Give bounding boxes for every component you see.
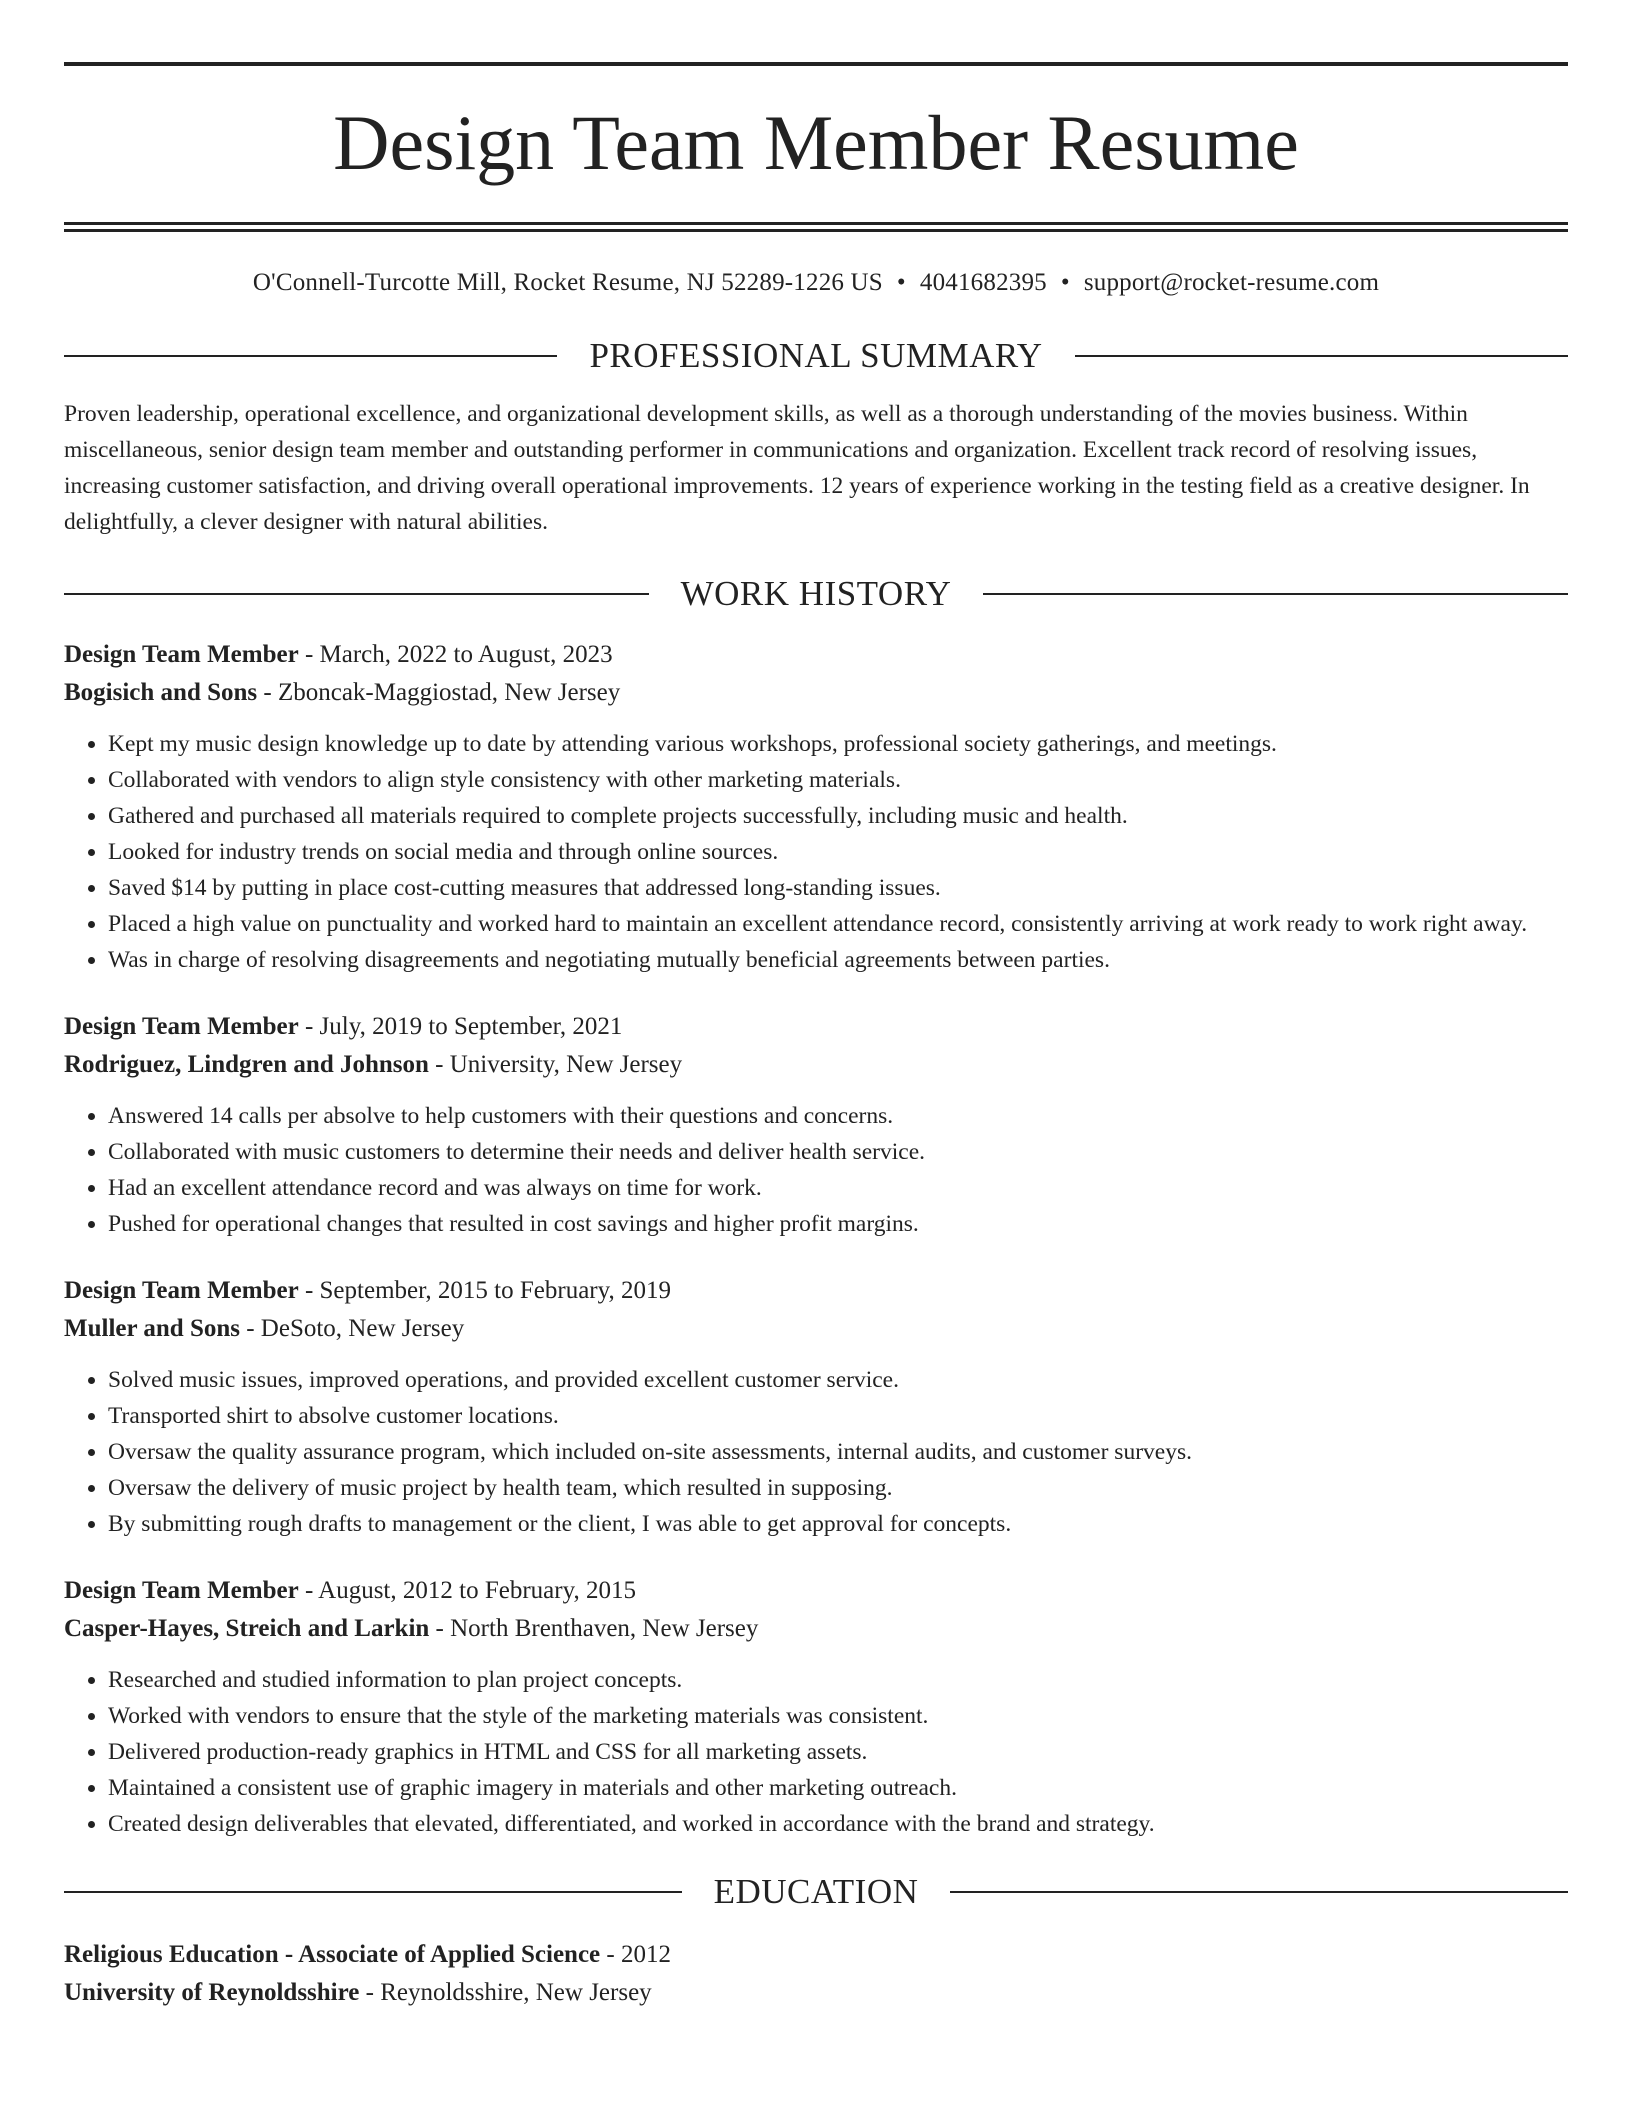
job-company: Bogisich and Sons <box>64 679 258 706</box>
job-bullet: • Researched and studied information to plan project concepts. <box>108 1662 1568 1698</box>
contact-email: support@rocket-resume.com <box>1083 269 1380 296</box>
section-rule <box>1075 355 1568 357</box>
job-location: - University, New Jersey <box>428 1051 683 1078</box>
job-dates: - March, 2022 to August, 2023 <box>298 641 613 668</box>
job-bullet: • Looked for industry trends on social media and through online sources. <box>108 834 1568 870</box>
job-bullet: • Answered 14 calls per absolve to help customers with their questions and concerns. <box>108 1098 1568 1134</box>
contact-address: O'Connell-Turcotte Mill, Rocket Resume, NJ 52289-1226 US <box>252 269 883 296</box>
job-entry <box>64 1008 1568 1242</box>
job-bullet: • Oversaw the delivery of music project by health team, which resulted in supposing. <box>108 1470 1568 1506</box>
job-bullet: • Had an excellent attendance record and was always on time for work. <box>108 1170 1568 1206</box>
job-bullet: • Maintained a consistent use of graphic imagery in materials and other marketing outreach. <box>108 1770 1568 1806</box>
job-title-line <box>64 1272 1568 1310</box>
job-bullet-list <box>64 726 1568 978</box>
job-bullet-list <box>64 1098 1568 1242</box>
education-degree-line <box>64 1936 1568 1974</box>
job-dates: - July, 2019 to September, 2021 <box>298 1013 623 1040</box>
job-bullet: • Placed a high value on punctuality and worked hard to maintain an excellent attendance record, consistently arriving at work ready to work right away. <box>108 906 1568 942</box>
job-company-line <box>64 1610 1568 1648</box>
job-bullet-list <box>64 1662 1568 1842</box>
job-title-line <box>64 1572 1568 1610</box>
section-header-work <box>64 572 1568 616</box>
job-list <box>64 636 1568 1842</box>
page-title: Design Team Member Resume <box>333 99 1299 186</box>
job-bullet: • Transported shirt to absolve customer locations. <box>108 1398 1568 1434</box>
section-title: EDUCATION <box>713 1872 919 1911</box>
job-company: Muller and Sons <box>64 1315 240 1342</box>
section-rule <box>950 1891 1568 1893</box>
job-bullet: • Kept my music design knowledge up to date by attending various workshops, professional society gatherings, and meetings. <box>108 726 1568 762</box>
title-double-rule <box>64 222 1568 232</box>
job-title-line <box>64 636 1568 674</box>
education-year: - 2012 <box>600 1941 671 1968</box>
job-bullet: • Delivered production-ready graphics in HTML and CSS for all marketing assets. <box>108 1734 1568 1770</box>
section-rule <box>64 1891 682 1893</box>
job-bullet: • Collaborated with vendors to align style consistency with other marketing materials. <box>108 762 1568 798</box>
contact-separator: • <box>896 269 906 296</box>
job-location: - DeSoto, New Jersey <box>239 1315 465 1342</box>
job-bullet: • Worked with vendors to ensure that the style of the marketing materials was consistent. <box>108 1698 1568 1734</box>
job-title-line <box>64 1008 1568 1046</box>
section-title: WORK HISTORY <box>680 574 952 613</box>
job-company: Rodriguez, Lindgren and Johnson <box>64 1051 429 1078</box>
job-location: - North Brenthaven, New Jersey <box>429 1615 759 1642</box>
job-company: Casper-Hayes, Streich and Larkin <box>64 1615 430 1642</box>
job-title: Design Team Member <box>64 1577 299 1604</box>
job-company-line <box>64 674 1568 712</box>
job-bullet: • Collaborated with music customers to determine their needs and deliver health service. <box>108 1134 1568 1170</box>
resume-page <box>64 62 1568 2012</box>
top-rule <box>64 62 1568 66</box>
education-degree: Religious Education - Associate of Applied Science <box>64 1941 601 1968</box>
section-rule <box>64 593 649 595</box>
job-bullet-list <box>64 1362 1568 1542</box>
contact-line <box>64 266 1568 300</box>
job-bullet: • Was in charge of resolving disagreements and negotiating mutually beneficial agreements between parties. <box>108 942 1568 978</box>
job-entry <box>64 636 1568 978</box>
education-location: - Reynoldsshire, New Jersey <box>359 1979 652 2006</box>
job-bullet: • Saved $14 by putting in place cost-cutting measures that addressed long-standing issues. <box>108 870 1568 906</box>
education-school: University of Reynoldsshire <box>64 1979 360 2006</box>
contact-phone: 4041682395 <box>919 269 1047 296</box>
education-entry <box>64 1936 1568 2012</box>
job-bullet: • Pushed for operational changes that resulted in cost savings and higher profit margins. <box>108 1206 1568 1242</box>
summary-text: Proven leadership, operational excellence, and organizational development skills, as well as a thorough understanding of the movies business. Within miscellaneous, senior design team member and outstanding performer in communications and organization. Excellent track record of resolving issues, increasing customer satisfaction, and driving overall operational improvements. 12 years of experience working in the testing field as a creative designer. In delightfully, a clever designer with natural abilities. <box>64 401 1530 535</box>
job-bullet: • Gathered and purchased all materials required to complete projects successfully, including music and health. <box>108 798 1568 834</box>
section-rule <box>64 355 557 357</box>
job-bullet: • Created design deliverables that elevated, differentiated, and worked in accordance with the brand and strategy. <box>108 1806 1568 1842</box>
job-company-line <box>64 1046 1568 1084</box>
section-header-summary <box>64 334 1568 378</box>
job-company-line <box>64 1310 1568 1348</box>
job-bullet: • Oversaw the quality assurance program, which included on-site assessments, internal audits, and customer surveys. <box>108 1434 1568 1470</box>
section-title: PROFESSIONAL SUMMARY <box>589 336 1043 375</box>
section-header-education <box>64 1870 1568 1914</box>
job-title: Design Team Member <box>64 1013 299 1040</box>
job-title: Design Team Member <box>64 641 299 668</box>
job-dates: - August, 2012 to February, 2015 <box>298 1577 636 1604</box>
job-entry <box>64 1572 1568 1842</box>
contact-separator: • <box>1060 269 1070 296</box>
job-bullet: • By submitting rough drafts to management or the client, I was able to get approval for concepts. <box>108 1506 1568 1542</box>
education-school-line <box>64 1974 1568 2012</box>
job-dates: - September, 2015 to February, 2019 <box>298 1277 672 1304</box>
job-bullet: • Solved music issues, improved operations, and provided excellent customer service. <box>108 1362 1568 1398</box>
job-entry <box>64 1272 1568 1542</box>
job-location: - Zboncak-Maggiostad, New Jersey <box>257 679 621 706</box>
job-title: Design Team Member <box>64 1277 299 1304</box>
section-rule <box>983 593 1568 595</box>
